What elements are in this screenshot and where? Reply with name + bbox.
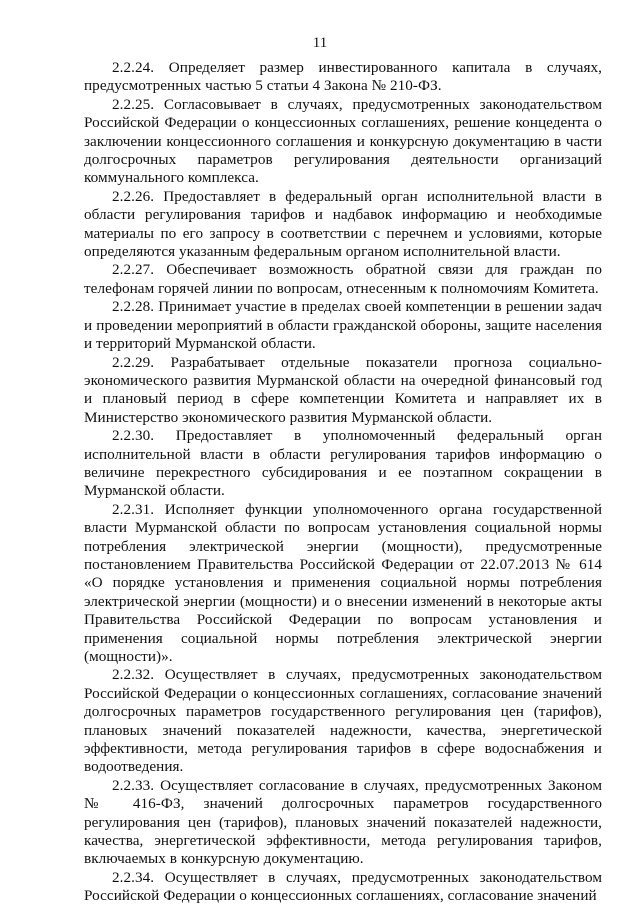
paragraph-2-2-29: 2.2.29. Разрабатывает отдельные показатели прогноза социально-экономического развития Мурманской области на очередной финансовый год и плановый период в сфере компетенции Комитета и направляет их в Министерство экономического развития Мурманской области. [84, 353, 602, 426]
paragraph-2-2-27: 2.2.27. Обеспечивает возможность обратной связи для граждан по телефонам горячей линии по вопросам, отнесенным к полномочиям Комитета. [84, 261, 602, 297]
paragraph-2-2-28: 2.2.28. Принимает участие в пределах своей компетенции в решении задач и проведении мероприятий в области гражданской обороны, защите населения и территорий Мурманской области. [84, 298, 602, 353]
paragraph-2-2-31: 2.2.31. Исполняет функции уполномоченного органа государственной власти Мурманской области по вопросам установления социальной нормы потребления электрической энергии (мощности), предусмотренные постановлением Правительства Российской Федерации от 22.07.2013 № 614 «О порядке установления и применения социальной нормы потребления электрической энергии (мощности) и о внесении изменений в некоторые акты Правительства Российской Федерации по вопросам установления и применения социальной нормы потребления электрической энергии (мощности)». [84, 500, 602, 665]
paragraph-2-2-24: 2.2.24. Определяет размер инвестированного капитала в случаях, предусмотренных частью 5 статьи 4 Закона № 210-ФЗ. [84, 59, 602, 95]
paragraph-2-2-33: 2.2.33. Осуществляет согласование в случаях, предусмотренных Законом № 416-ФЗ, значений долгосрочных параметров государственного регулирования цен (тарифов), плановых значений показателей надежности, качества, энергетической эффективности, метода регулирования тарифов, включаемых в конкурсную документацию. [84, 776, 602, 868]
paragraph-2-2-25: 2.2.25. Согласовывает в случаях, предусмотренных законодательством Российской Федерации о концессионных соглашениях, решение концедента о заключении концессионного соглашения и конкурсную документацию в части долгосрочных параметров регулирования деятельности организаций коммунального комплекса. [84, 95, 602, 187]
paragraph-2-2-26: 2.2.26. Предоставляет в федеральный орган исполнительной власти в области регулирования тарифов и надбавок информацию и необходимые материалы по его запросу в соответствии с перечнем и условиями, которые определяются указанным федеральным органом исполнительной власти. [84, 187, 602, 261]
paragraph-2-2-30: 2.2.30. Предоставляет в уполномоченный федеральный орган исполнительной власти в области регулирования тарифов информацию о величине перекрестного субсидирования и ее поэтапном сокращении в Мурманской области. [84, 427, 602, 500]
paragraph-2-2-34: 2.2.34. Осуществляет в случаях, предусмотренных законодательством Российской Федерации о концессионных соглашениях, согласование значений [84, 868, 602, 905]
document-body [84, 59, 602, 906]
paragraph-2-2-32: 2.2.32. Осуществляет в случаях, предусмотренных законодательством Российской Федерации о концессионных соглашениях, согласование значений долгосрочных параметров государственного регулирования цен (тарифов), плановых значений показателей надежности, качества, энергетической эффективности, метода регулирования тарифов в сфере водоснабжения и водоотведения. [84, 666, 602, 776]
page-number: 11 [312, 35, 328, 51]
